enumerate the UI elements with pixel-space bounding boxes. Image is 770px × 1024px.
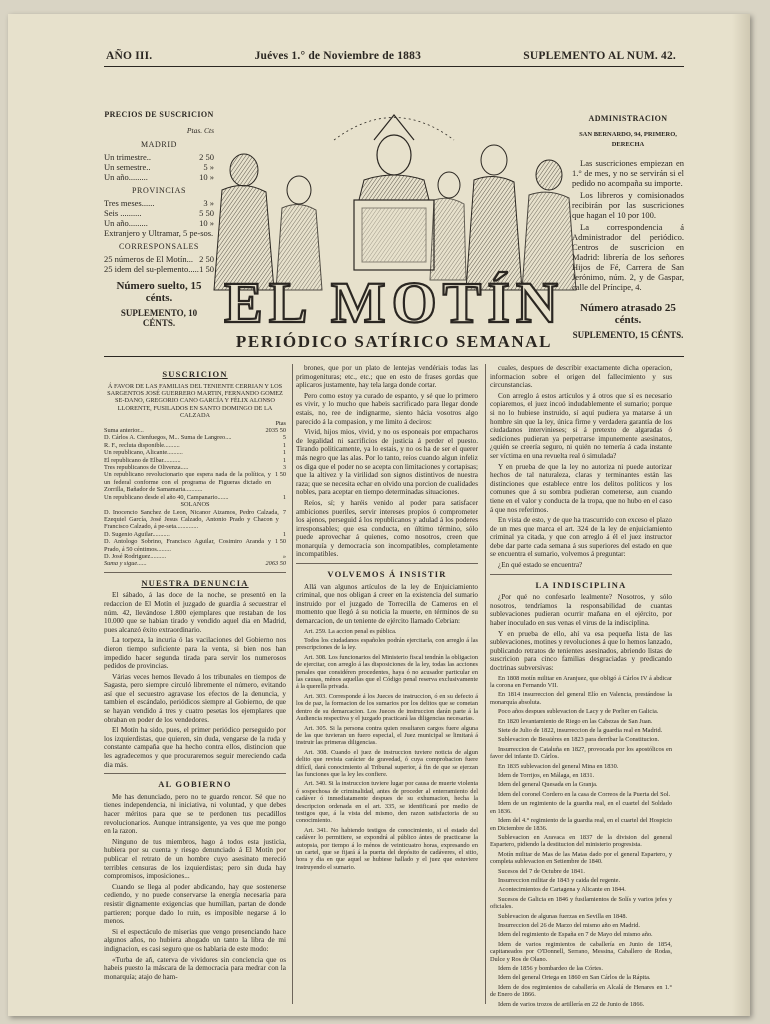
subscription-entry bbox=[104, 427, 286, 434]
paragraph: La torpeza, la incuria ó las vacilaciones del Gobierno nos dieron tiempo suficiente para la venta, si bien nos han impedido hacer segunda tirada para servir los numerosos pedidos de provincias. bbox=[104, 636, 286, 671]
subscription-entry bbox=[104, 457, 286, 464]
admin-p3: La correspondencia á Administrador del periódico. Centros de suscricion en Madrid: librería de los señores Hijos de Fé, Carrera de San Jerónimo, núm. 2, y de Gaspar, calle del Príncipe, 4. bbox=[572, 222, 684, 292]
paragraph: Idem de varios trozos de artillería en 22 de Junio de 1866. bbox=[498, 1000, 645, 1008]
subscription-entry bbox=[104, 494, 286, 501]
entry-amount: 1 bbox=[282, 441, 286, 449]
entry-label: Un republicano revolucionario que espera nada de la política, y un federal conforme con el programa de Figueras dictado en Zorrilla, Bañador de Samamaria........... bbox=[104, 471, 271, 494]
indisciplina-text bbox=[490, 593, 672, 672]
corresponsales-label: CORRESPONSALES bbox=[119, 242, 199, 251]
entry-label: D. Inocencio Sanchez de Leon, Nicanor Aizamos, Pedro Calzada, Ezequiel García, José Jesus Calzado, Antonio Prado y Chacon y Francisco Calzado, á pe-seta.............. bbox=[104, 508, 279, 531]
price-row bbox=[104, 254, 214, 264]
subscription-entry bbox=[104, 434, 286, 441]
suscricion-total bbox=[104, 560, 286, 567]
entry-amount: 1 50 bbox=[274, 538, 286, 546]
paragraph: Várias veces hemos llevado á los tribunales en tiempos de Sagasta, pero siempre circuló libremente el número, evitando así que el secuestro agravase los efectos de la denuncia, y tambien el escándalo, periódicos siempre al Gobierno, de que se hayan vendido á tres y cuatro pesetas los ejemplares que obraban en poder de los vendedores. bbox=[104, 672, 286, 724]
total-label: Suma y sigue...... bbox=[104, 560, 147, 568]
entry-label: Suma anterior... bbox=[104, 427, 144, 435]
subscription-entry bbox=[104, 538, 286, 553]
entry-amount: 1 bbox=[282, 530, 286, 538]
price-label: Seis .......... bbox=[104, 208, 142, 218]
admin-suplemento: SUPLEMENTO, 15 CÉNTS. bbox=[572, 330, 684, 340]
paragraph: Acontecimientos de Cartagena y Alicante en 1844. bbox=[498, 886, 626, 894]
paragraph: Idem del 4.° regimiento de la guardia real, en el cuartel del Hospicio en Diciembre de 1836. bbox=[490, 817, 672, 832]
paragraph: Siete de Julio de 1822, insurreccion de la guardia real en Madrid. bbox=[498, 727, 663, 735]
admin-p1: Las suscriciones empiezan en 1.° de mes, y no se servirán si el pedido no acompaña su importe. bbox=[572, 158, 684, 188]
admin-p2: Los libreros y comisionados recibirán por las suscriciones que hagan el 10 por 100. bbox=[572, 190, 684, 220]
price-value: 10 » bbox=[199, 218, 214, 228]
entry-amount: 7 bbox=[282, 508, 286, 516]
subscription-prices bbox=[104, 110, 214, 328]
paragraph: «Turba de añ, caterva de vividores sin conciencia que os habeis puesto la máscara de la democracia para medrar con la monarquía; atajo de ham- bbox=[104, 955, 286, 981]
rule bbox=[104, 773, 286, 774]
provincias-label: PROVINCIAS bbox=[131, 186, 186, 195]
price-label: 25 idem del su-plemento..... bbox=[104, 264, 199, 274]
paragraph: Motín militar de Mas de las Matas dado por el general Espartero, y completa sublevacion en Setiembre de 1840. bbox=[490, 850, 672, 866]
price-value: 2 50 bbox=[199, 152, 214, 162]
column-divider-2 bbox=[485, 364, 486, 1004]
numero-atrasado: Número atrasado 25 cénts. bbox=[580, 302, 676, 326]
indisciplina-list bbox=[490, 675, 672, 1008]
paragraph: Idem de dos regimientos de caballería en Alcalá de Henares en 1.° de Enero de 1866. bbox=[490, 983, 672, 999]
rule bbox=[490, 574, 672, 575]
paragraph: Vivid, hijos mios, vivid, y no os esponeais por empacharos de legalidad ni sacrificios de justicia á perder el puesto. Tirando politicamente, ya lo estais, y no os ha de ser el querer más negro que las alas. Por lo tanto, reíos cuando algun infeliz os diga que el poder no se acepta con limitaciones y cortapisas; que la altivez y la virilidad son signos distintivos de nuestra raza; que se necesita echar en olvido una porcion de cualidades nobles, para aceptar en tiempo determinadas situaciones. bbox=[296, 428, 478, 497]
paragraph: Idem del coronel Cordero en la casa de Correos de la Puerta del Sol. bbox=[498, 790, 671, 798]
volvemos-text bbox=[296, 583, 478, 872]
paragraph: Sucesos del 7 de Octubre de 1841. bbox=[498, 867, 585, 875]
subscription-entry bbox=[104, 442, 286, 449]
solanos-label: SOLANOS bbox=[180, 501, 210, 509]
paragraph: En 1820 levantamiento de Riego en las Cabezas de San Juan. bbox=[498, 717, 653, 725]
rule bbox=[296, 563, 478, 564]
column-3 bbox=[490, 364, 672, 1010]
paragraph: El sábado, á las doce de la noche, se presentó en la redaccion de El Motín el juzgado de guardia á secuestrar el núm. 42, llevándose 1.800 ejemplares que restaban de los 10.000 que se habian tirado y vendido aquel dia en Madrid, pues alcanzó éxito extraordinario. bbox=[104, 591, 286, 634]
paragraph: Me has denunciado, pero no te guardo rencor. Sé que no tienes independencia, ni iniciativa, ni voluntad, y que debes hacer méritos para que se te perdonen tus pecadillos revolucionarios. Aunque intransigente, ya ves que me pongo en la razon. bbox=[104, 792, 286, 836]
subscription-entry bbox=[104, 449, 286, 456]
paragraph: Si el espectáculo de miserias que vengo presenciando hace algunos años, no hubiera ahogado un tanto la libra de mi indignacion, es casi seguro que os hablaria de este modo: bbox=[104, 927, 286, 953]
denuncia-heading: NUESTRA DENUNCIA bbox=[141, 577, 249, 588]
price-value: 2 50 bbox=[199, 254, 214, 264]
price-row bbox=[104, 264, 214, 274]
entry-label: D. Cárlos A. Cienfuegos, M... Suma de Langreo.... bbox=[104, 434, 232, 442]
paragraph: Sublevacion de Bessières en 1823 para derribar la Constitucion. bbox=[498, 736, 660, 744]
entry-label: Un republicano desde el año 40, Campanario....... bbox=[104, 493, 229, 501]
numero-suelto: Número suelto, 15 cénts. bbox=[116, 280, 202, 304]
suscricion-intro: Á FAVOR DE LAS FAMILIAS DEL TENIENTE CERRIAN Y LOS SARGENTOS JOSÉ GUERRERO MARTIN, FERNANDO GOMEZ SE-DANO, GREGORIO CANO GARCÍA Y FÉLIX ALONSO LLORENTE, FUSILADOS EN SANTO DOMINGO DE LA CALZADA bbox=[107, 382, 283, 420]
entry-label: D. José Rodriguez.......... bbox=[104, 552, 167, 560]
price-row bbox=[104, 152, 214, 162]
entry-label: El republicano de Elbar........... bbox=[104, 456, 181, 464]
paragraph: cuales, despues de describir exactamente dicha operacion, informacion sobre el origen del fallecimiento y sus circunstancias. bbox=[490, 364, 672, 390]
indisciplina-heading: LA INDISCIPLINA bbox=[535, 579, 627, 590]
paragraph: En 1814 insurreccion del general Elío en Valencia, prestándose la monarquía absoluta. bbox=[490, 691, 672, 706]
entry-label: R. F., recluta disponible.......... bbox=[104, 441, 180, 449]
madrid-label: MADRID bbox=[140, 140, 178, 149]
administration-box bbox=[572, 114, 684, 340]
price-value: 3 » bbox=[203, 198, 214, 208]
masthead-rule bbox=[104, 356, 684, 357]
masthead-subtitle: PERIÓDICO SATÍRICO SEMANAL bbox=[235, 332, 553, 351]
paragraph: Insurreccion de Cataluña en 1827, provocada por los apostólicos en favor del infante D. Cárlos. bbox=[490, 745, 672, 761]
paragraph: Idem de Torrijos, en Málaga, en 1831. bbox=[498, 772, 595, 780]
entry-amount: 1 bbox=[282, 449, 286, 457]
paragraph: Poco años despues sublevacion de Lacy y de Porlier en Galicia. bbox=[498, 708, 659, 716]
entry-label: Tres republicanos de Olivenza..... bbox=[104, 464, 189, 472]
paragraph: Ninguno de tus miembros, hago á todos esta justicia, hubiera por su cuenta y riesgo denunciado á El Motín por publicar el retrato de un hombre cuyo asesinato mereció terribles censuras de los izquierdistas; pero sin duda hay compromisos, imposiciones... bbox=[104, 837, 286, 881]
paragraph: Idem de varios regimientos de caballería en Junio de 1854, capitaneados por O'Donnell, Serrano, Messina, Caballero de Rodas, Dulce y Ros de Olano. bbox=[490, 940, 672, 963]
price-value: 5 » bbox=[203, 162, 214, 172]
year-label: AÑO III. bbox=[106, 50, 153, 62]
price-value: 10 » bbox=[199, 172, 214, 182]
volvemos-heading: VOLVEMOS Á INSISTIR bbox=[327, 569, 447, 580]
rule bbox=[104, 572, 286, 573]
entry-amount: » bbox=[282, 552, 286, 560]
newspaper-page bbox=[8, 14, 750, 1016]
paragraph: Cuando se llega al poder abdicando, hay que sostenerse cediendo, y no puede conservarse la energía necesaria para resistir dignamente exigencias que humillan, partan de donde partieren; porque dado lo ruin, es imposible negarse á lo menos. bbox=[104, 882, 286, 926]
subscription-entry bbox=[104, 553, 286, 560]
law-article: Art. 308. Los funcionarios del Ministerio fiscal tendrán la obligacion de ejercitar, con arreglo á las disposiciones de la ley, todas las acciones penales que considéren procedentes, haya ó no acusador particular en las causas, ménos aquellas que el Código penal reserva exclusivamente á la querella privada. bbox=[296, 653, 478, 691]
price-row bbox=[104, 218, 214, 228]
paragraph: Idem de un regimiento de la guardia real, en el cuartel del Soldado en 1836. bbox=[490, 800, 672, 815]
masthead-title: EL MOTÍN bbox=[224, 270, 564, 330]
date-label: Juéves 1.° de Noviembre de 1883 bbox=[254, 50, 422, 62]
provincias-rows bbox=[104, 198, 214, 228]
solanos-list bbox=[104, 509, 286, 561]
page-edge bbox=[732, 14, 750, 1016]
paragraph: ¿En qué estado se encuentra? bbox=[498, 561, 583, 570]
madrid-rows bbox=[104, 152, 214, 182]
admin-title: ADMINISTRACION bbox=[588, 114, 668, 123]
denuncia-text bbox=[104, 591, 286, 769]
entry-label: D. Antologo Sobrino, Francisco Aguilar, Cosimiro Aranda y Prado, á 50 céntimos......... bbox=[104, 538, 271, 553]
entry-amount: 5 bbox=[282, 434, 286, 442]
supplement-label: SUPLEMENTO AL NUM. 42. bbox=[523, 50, 676, 62]
paragraph: En 1808 motín militar en Aranjuez, que obligó á Cárlos IV á abdicar la corona en Fernando VII. bbox=[490, 674, 672, 689]
admin-address: SAN BERNARDO, 94, PRIMERO, DERECHA bbox=[579, 131, 677, 148]
paragraph: En vista de esto, y de que ha trascurrido con exceso el plazo de un mes que marca el art. 324 de la ley de enjuiciamiento criminal ya citada, y que con arreglo á él el juez instructor debe dar parte cada semana á sus superiores del estado en que se encuentra el sumario, volvemos á preguntar: bbox=[490, 516, 672, 559]
paragraph: Y en prueba de ello, ahí va esa pequeña lista de las sublevaciones, motines y revoluciones á que lo hemos lanzado, publicando retratos de tenientes asesinados, abriendo listas de suscricion para cinco familias desgraciadas y predicando doctrinas subversivas: bbox=[490, 629, 672, 672]
law-article: Todos los ciudadanos españoles podrán ejercitarla, con arreglo á las prescripciones de la ley. bbox=[296, 637, 478, 652]
suscricion-ptas-label: Ptas bbox=[275, 419, 286, 427]
extranjero-note: Extranjero y Ultramar, 5 pe-sos. bbox=[104, 228, 214, 238]
paragraph: brones, que por un plato de lentejas vendériais todas las primogenituras; etc., etc.; que en esto de frases gordas que aplicaros justamente, hay tela larga donde cortar. bbox=[296, 364, 478, 390]
entry-label: Un republicano, Alicante.......... bbox=[104, 449, 183, 457]
prices-title: PRECIOS DE SUSCRICION bbox=[104, 110, 214, 119]
paragraph: Sublevacion de algunas fuerzas en Sevilla en 1848. bbox=[498, 912, 628, 920]
paragraph: Idem de 1856 y bombardeo de las Córtes. bbox=[498, 965, 603, 972]
col2-top-text bbox=[296, 364, 478, 559]
law-article: Art. 341. No habiendo testigos de conocimiento, si el estado del cadáver lo permitiere, se expondrá al público ántes de practicarse la autopsia, por tiempo á lo ménos de veinticuatro horas, expresando en un cartel, que se fijará á la puerta del depósito de cadáveres, el sitio, hora y dia en que aquel se hubiese hallado y el juez que estuviere instruyendo el sumario. bbox=[296, 826, 478, 871]
paragraph: Insurreccion militar de 1843 y caida del regente. bbox=[498, 876, 621, 884]
gobierno-heading: AL GOBIERNO bbox=[158, 779, 232, 790]
paragraph: En 1835 sublevacion del general Mina en 1830. bbox=[498, 762, 619, 770]
entry-amount: 1 50 bbox=[274, 471, 286, 479]
price-label: Un año......... bbox=[104, 172, 148, 182]
paragraph: Allá van algunos artículos de la ley de Enjuiciamiento criminal, que nos obligan á creer en la existencia del sumario instruido por el juzgado de Torrecilla de Cameros en el momento que llegó á su noticia la muerte, en términos de su demarcacion, de un teniente de ejército llamado Cebrian: bbox=[296, 582, 478, 626]
paragraph: Con arreglo á estos artículos y á otros que sí es necesario copiaremos, el juez incoó indudablemente el sumario; porque si no lo hubiese instruido, sí aquí pudiera ya matarse á un hombre sin que la ley, única firme y verdadera garantía de los ciudadanos intervinieses; si á pretexto de algaradas ó sediciones pudieran ya perpetrarse impunemente asesinatos, ¿quién se creería seguro, ni quién no temería á cada instante ser víctima en una revuelta real ó simulada? bbox=[490, 391, 672, 460]
header-line bbox=[106, 50, 676, 62]
price-value: 1 50 bbox=[199, 264, 214, 274]
entry-amount: 3 bbox=[282, 464, 286, 472]
suscricion-list bbox=[104, 427, 286, 501]
subscription-entry bbox=[104, 531, 286, 538]
price-value: 5 50 bbox=[199, 208, 214, 218]
column-2 bbox=[296, 364, 478, 873]
entry-amount: 1 bbox=[282, 493, 286, 501]
price-row bbox=[104, 162, 214, 172]
paragraph: Sublevacion en Aravaca en 1837 de la division del general Espartero, pidiendo la destitucion del ministerio progresista. bbox=[490, 833, 672, 849]
price-row bbox=[104, 198, 214, 208]
law-article: Art. 308. Cuando el juez de instruccion tuviere noticia de algun delito que revista carácter de gravedad, ó cuya comprobacion fuere difícil, dará conocimiento al Tribunal superior, á fin de que se ejerzan las funciones que la ley les confiere. bbox=[296, 748, 478, 778]
subscription-entry bbox=[104, 464, 286, 471]
paragraph: Idem del general Quesada en la Granja. bbox=[498, 781, 598, 789]
law-article: Art. 259. La accion penal es pública. bbox=[304, 627, 397, 635]
subscription-entry bbox=[104, 509, 286, 531]
price-label: Un año......... bbox=[104, 218, 148, 228]
paragraph: Idem del regimiento de España en 7 de Mayo del mismo año. bbox=[498, 931, 653, 939]
price-label: 25 números de El Motín... bbox=[104, 254, 194, 264]
prices-units: Ptas. Cts bbox=[186, 126, 214, 135]
price-row bbox=[104, 208, 214, 218]
paragraph: Y en prueba de que la ley no autoriza ni puede autorizar hechos de tal naturaleza, claras y terminantes están las distinciones que establece entre los delitos políticos y los comunes que á su sombra pudieran cometerse, aun cuando tiene en el valor y conducta de la tropa, que no hubo en el caso á que nos referimos. bbox=[490, 462, 672, 514]
paragraph: Sucesos de Galicia en 1846 y fusilamientos de Solís y varios jefes y oficiales. bbox=[490, 895, 672, 911]
total-amount: 2063 50 bbox=[265, 560, 286, 568]
gobierno-text bbox=[104, 793, 286, 981]
paragraph: El Motín ha sido, pues, el primer periódico perseguido por los izquierdistas, que quieren, sin duda, vengarse de la ruda y constante campaña que ha hecho contra ellos, distincion que les agradecemos y que procuraremos seguir mereciendo cada dia más. bbox=[104, 726, 286, 769]
column-1 bbox=[104, 364, 286, 983]
law-article: Art. 303. Corresponde á los Jueces de instruccion, ó en su defecto á los de paz, la formacion de los sumarios por los delitos que se cometan dentro de su demarcacion. Los Jueces de instruccion darán parte á la Audiencia respectiva y el juzgado practicará las diligencias necesarias. bbox=[296, 692, 478, 723]
suscricion-heading: SUSCRICION bbox=[162, 369, 228, 379]
price-label: Un trimestre.. bbox=[104, 152, 151, 162]
price-label: Un semestre.. bbox=[104, 162, 151, 172]
paragraph: ¿Por qué no confesarlo lealmente? Nosotros, y sólo nosotros, tendríamos la responsabilidad de cuantas sublevaciones pudieran ocurrir mañana en el ejército, por haber inoculado en sus venas el virus de la indisciplina. bbox=[490, 593, 672, 628]
paragraph: Idem del general Ortega en 1860 en San Cárlos de la Rápita. bbox=[498, 974, 651, 982]
paragraph: Insurreccion del 26 de Marzo del mismo año en Madrid. bbox=[498, 921, 640, 929]
law-article: Art. 340. Si la instruccion tuviere lugar por causa de muerte violenta ó sospechosa de criminalidad, antes de proceder al enterramiento del cadáver ó inmediatamente despues de su exhumacion, hecha la descripcion ordenada en el art. 335, se identificará por medio de testigos que, á la vista del mismo, den razon satisfactoria de su conocimiento. bbox=[296, 780, 478, 825]
header-rule bbox=[104, 66, 684, 67]
paragraph: Reíos, sí; y haréis venido al poder para satisfacer ambiciones pueriles, servir intereses propios ó comprometer los ajenos, perseguid á los republicanos y adulad á los poderes irresponsables; que esa conducta, en último término, sólo puede aprovechar á quienes, como nosotros, creen que monarquía y democracia son incompatibles, completamente incompatibles. bbox=[296, 498, 478, 559]
subscription-entry bbox=[104, 471, 286, 493]
entry-amount: 1 bbox=[282, 456, 286, 464]
corresponsales-rows bbox=[104, 254, 214, 274]
price-row bbox=[104, 172, 214, 182]
col3-top-text bbox=[490, 364, 672, 570]
law-article: Art. 305. Si la persona contra quien resultaren cargos fuere alguna de las que tuvieran un fuero especial, el Juez municipal se limitará á instruir las primeras diligencias. bbox=[296, 724, 478, 747]
paragraph: Pero como estoy ya curado de espanto, y sé que lo primero es vivir, y lo mucho que habeis sacrificado para llegar donde estais, no, ree de indignarme, siento hácia vosotros algo parecido á la compasion, y me limito á deciros: bbox=[296, 391, 478, 426]
entry-label: D. Sugenio Aguilar........... bbox=[104, 530, 170, 538]
entry-amount: 2035 50 bbox=[265, 427, 286, 435]
masthead-illustration bbox=[204, 100, 584, 330]
column-divider-1 bbox=[292, 364, 293, 1004]
price-label: Tres meses...... bbox=[104, 198, 155, 208]
suplemento-price: SUPLEMENTO, 10 CÉNTS. bbox=[120, 308, 198, 328]
